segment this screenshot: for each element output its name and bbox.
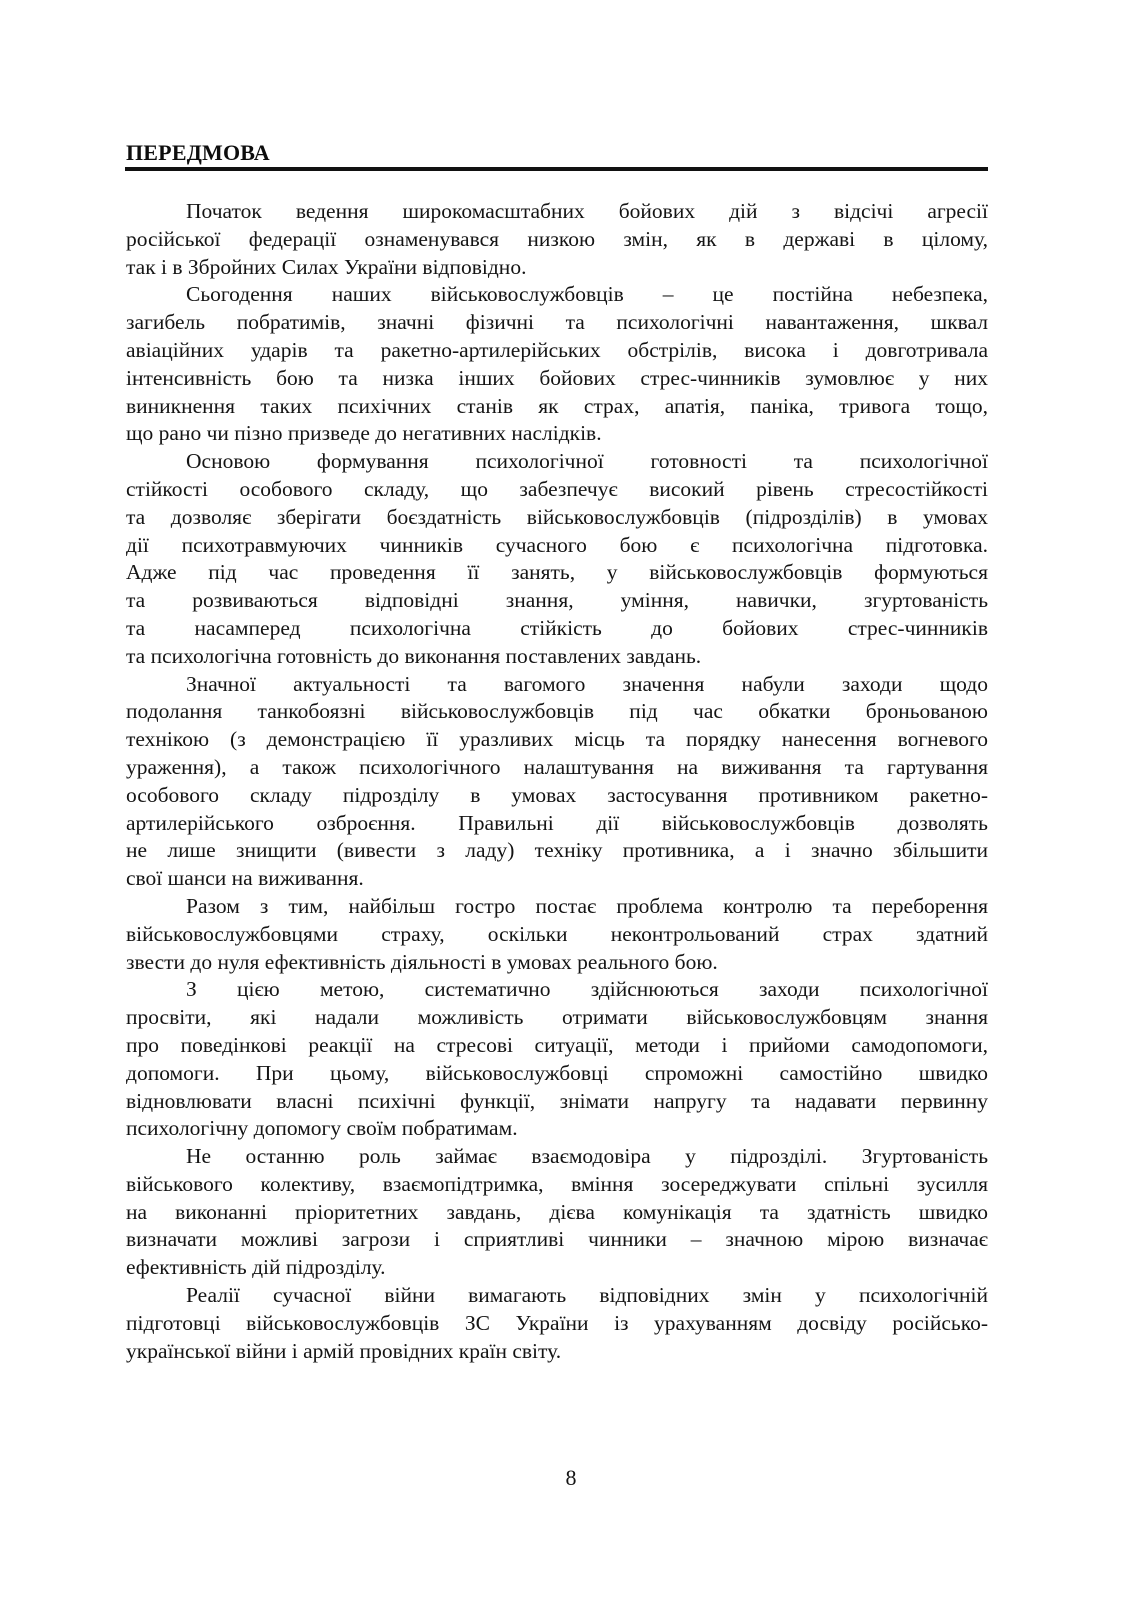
paragraph (126, 448, 988, 670)
text-line: про поведінкові реакції на стресові ситуації, методи і прийоми самодопомоги, (126, 1032, 988, 1057)
text-line: Адже під час проведення її занять, у військовослужбовців формуються (126, 560, 988, 585)
text-line: військового колективу, взаємопідтримка, вміння зосереджувати спільні зусилля (126, 1171, 988, 1196)
text-line: що рано чи пізно призведе до негативних наслідків. (126, 421, 602, 446)
text-line: Основою формування психологічної готовності та психологічної (186, 449, 988, 474)
text-line: інтенсивність бою та низка інших бойових стрес-чинників зумовлює у них (126, 365, 988, 390)
text-line: дії психотравмуючих чинників сучасного бою є психологічна підготовка. (126, 532, 988, 557)
text-line: української війни і армій провідних країн світу. (126, 1338, 562, 1363)
text-line: визначати можливі загрози і сприятливі чинники – значною мірою визначає (126, 1227, 988, 1252)
text-line: просвіти, які надали можливість отримати військовослужбовцям знання (126, 1005, 988, 1030)
text-line: Сьогодення наших військовослужбовців – це постійна небезпека, (186, 282, 988, 307)
text-line: Разом з тим, найбільш гостро постає проблема контролю та переборення (186, 893, 988, 918)
section-heading: ПЕРЕДМОВА (126, 140, 270, 165)
text-line: відновлювати власні психічні функції, знімати напругу та надавати первинну (126, 1088, 988, 1113)
text-line: так і в Збройних Силах України відповідно. (126, 254, 527, 279)
text-line: Значної актуальності та вагомого значення набули заходи щодо (186, 671, 988, 696)
text-line: Не останню роль займає взаємодовіра у підрозділі. Згуртованість (186, 1144, 988, 1169)
text-line: стійкості особового складу, що забезпечує високий рівень стресостійкості (126, 476, 988, 501)
text-line: свої шанси на виживання. (126, 866, 364, 891)
text-line: військовослужбовцями страху, оскільки неконтрольований страх здатний (126, 921, 988, 946)
text-line: допомоги. При цьому, військовослужбовці спроможні самостійно швидко (126, 1060, 988, 1085)
text-line: загибель побратимів, значні фізичні та психологічні навантаження, шквал (126, 310, 988, 335)
paragraph (126, 1282, 988, 1365)
text-line: Реалії сучасної війни вимагають відповідних змін у психологічній (186, 1283, 988, 1308)
text-line: підготовці військовослужбовців ЗС України із урахуванням досвіду російсько- (126, 1310, 988, 1335)
paragraph (126, 976, 988, 1143)
text-line: виникнення таких психічних станів як страх, апатія, паніка, тривога тощо, (126, 393, 988, 418)
text-line: російської федерації ознаменувався низкою змін, як в державі в цілому, (126, 226, 988, 251)
text-line: технікою (з демонстрацією її уразливих місць та порядку нанесення вогневого (126, 727, 988, 752)
paragraph (126, 1143, 988, 1282)
page-number: 8 (565, 1465, 577, 1490)
text-line: не лише знищити (вивести з ладу) техніку противника, а і значно збільшити (126, 838, 988, 863)
text-line: Початок ведення широкомасштабних бойових дій з відсічі агресії (186, 199, 988, 223)
text-line: психологічну допомогу своїм побратимам. (126, 1116, 518, 1141)
text-line: на виконанні пріоритетних завдань, дієва комунікація та здатність швидко (126, 1199, 988, 1224)
text-line: авіаційних ударів та ракетно-артилерійських обстрілів, висока і довготривала (126, 337, 988, 362)
text-line: ураження), а також психологічного налаштування на виживання та гартування (126, 754, 988, 779)
paragraph (126, 281, 988, 448)
paragraph (126, 198, 988, 281)
text-line: та дозволяє зберігати боєздатність військовослужбовців (підрозділів) в умовах (126, 504, 988, 529)
text-line: та психологічна готовність до виконання поставлених завдань. (126, 643, 702, 668)
paragraph (126, 893, 988, 976)
text-line: подолання танкобоязні військовослужбовців під час обкатки броньованою (126, 699, 988, 724)
paragraph (126, 671, 988, 893)
text-line: та розвиваються відповідні знання, уміння, навички, згуртованість (126, 588, 988, 613)
text-line: та насамперед психологічна стійкість до бойових стрес-чинників (126, 615, 988, 640)
text-line: артилерійського озброєння. Правильні дії військовослужбовців дозволять (126, 810, 988, 835)
heading-underline-rule (125, 167, 988, 171)
text-line: ефективність дій підрозділу. (126, 1255, 386, 1280)
text-line: З цією метою, систематично здійснюються заходи психологічної (186, 977, 988, 1002)
body-text (126, 198, 988, 1365)
text-line: особового складу підрозділу в умовах застосування противником ракетно- (126, 782, 988, 807)
text-line: звести до нуля ефективність діяльності в умовах реального бою. (126, 949, 718, 974)
